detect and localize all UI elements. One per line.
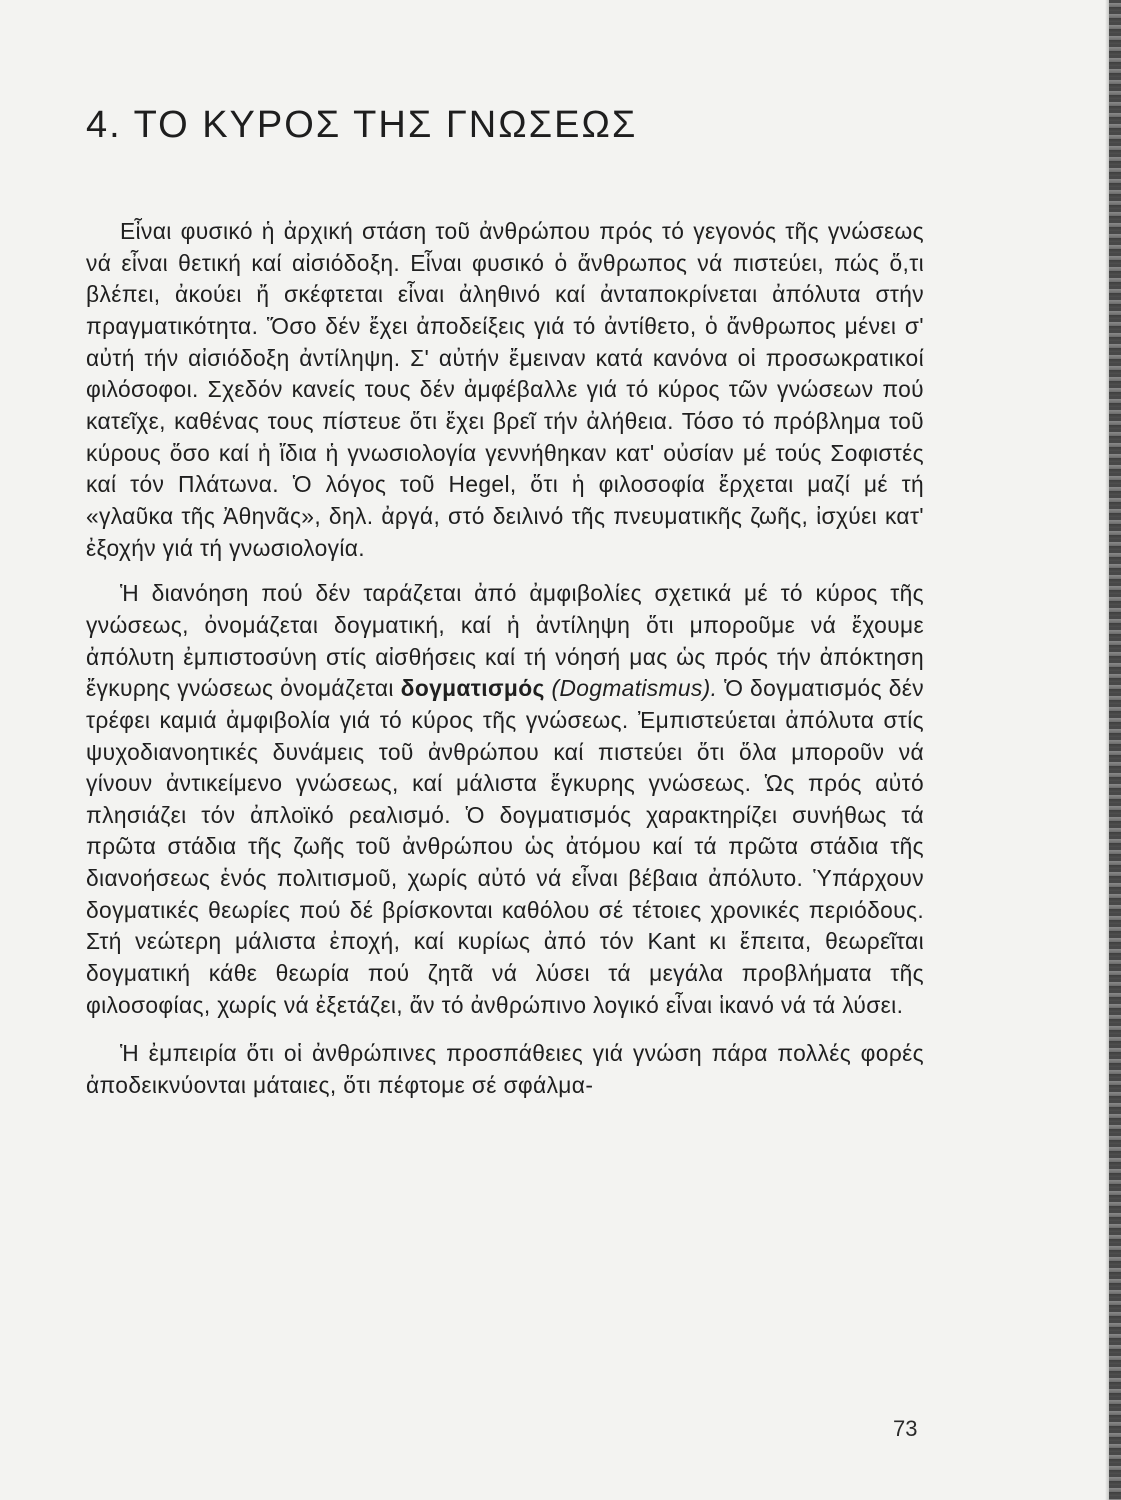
paragraph-1: Εἶναι φυσικό ἡ ἀρχική στάση τοῦ ἀνθρώπου πρός τό γεγονός τῆς γνώσεως νά εἶναι θετική καί αἰσιόδοξη. Εἶναι φυσικό ὁ ἄνθρωπος νά πιστεύει, πώς ὅ,τι βλέπει, ἀκούει ἤ σκέφτεται εἶναι ἀληθινό καί ἀνταποκρίνεται ἀπόλυτα στήν πραγματικότητα. Ὅσο δέν ἔχει ἀποδείξεις γιά τό ἀντίθετο, ὁ ἄνθρωπος μένει σ' αὐτή τήν αἰσιόδοξη ἀντίληψη. Σ' αὐτήν ἔμειναν κατά κανόνα οἱ προσωκρατικοί φιλόσοφοι. Σχεδόν κανείς τους δέν ἀμφέβαλλε γιά τό κύρος τῶν γνώσεων πού κατεῖχε, καθένας τους πίστευε ὅτι ἔχει βρεῖ τήν ἀλήθεια. Τόσο τό πρόβλημα τοῦ κύρους ὅσο καί ἡ ἴδια ἡ γνωσιολογία γεννήθηκαν κατ' οὐσίαν μέ τούς Σοφιστές καί τόν Πλάτωνα. Ὁ λόγος τοῦ Hegel, ὅτι ἡ φιλοσοφία ἔρχεται μαζί μέ τή «γλαῦκα τῆς Ἀθηνᾶς», δηλ. ἀργά, στό δειλινό τῆς πνευματικῆς ζωῆς, ἰσχύει κατ' ἐξοχήν γιά τή γνωσιολογία.	[86, 218, 924, 561]
paragraph-2-rest: Ὁ δογματισμός δέν τρέφει καμιά ἀμφιβολία γιά τό κύρος τῆς γνώσεως. Ἐμπιστεύεται ἀπόλυτα στίς ψυχοδιανοητικές δυνάμεις τοῦ ἀνθρώπου καί πιστεύει ὅτι ὅλα μποροῦν νά γίνουν ἀντικείμενο γνώσεως, καί μάλιστα ἔγκυρης γνώσεως. Ὡς πρός αὐτό πλησιάζει τόν ἀπλοϊκό ρεαλισμό. Ὁ δογματισμός χαρακτηρίζει συνήθως τά πρῶτα στάδια τῆς ζωῆς τοῦ ἀνθρώπου ὡς ἀτόμου καί τά πρῶτα στάδια τῆς διανοήσεως ἑνός πολιτισμοῦ, χωρίς αὐτό νά εἶναι βέβαια ἀπόλυτο. Ὑπάρχουν δογματικές θεωρίες πού δέ βρίσκονται καθόλου σέ τέτοιες χρονικές περιόδους. Στή νεώτερη μάλιστα ἐποχή, καί κυρίως ἀπό τόν Kant κι ἔπειτα, θεωρεῖται δογματική κάθε θεωρία πού ζητᾶ νά λύσει τά μεγάλα προβλήματα τῆς φιλοσοφίας, χωρίς νά ἐξετάζει, ἄν τό ἀνθρώπινο λογικό εἶναι ἱκανό νά τά λύσει.	[86, 675, 925, 1018]
scan-edge-artifact	[1109, 0, 1121, 1500]
section-heading: 4. ΤΟ ΚΥΡΟΣ ΤΗΣ ΓΝΩΣΕΩΣ	[86, 104, 638, 146]
page-number: 73	[893, 1416, 918, 1441]
paragraph-3: Ἡ ἐμπειρία ὅτι οἱ ἀνθρώπινες προσπάθειες γιά γνώση πάρα πολλές φορές ἀποδεικνύονται μάταιες, ὅτι πέφτομε σέ σφάλμα-	[86, 1040, 924, 1099]
term-dogmatism: δογματισμός	[400, 675, 545, 702]
paragraph-2-intro: Ἡ διανόηση πού δέν ταράζεται ἀπό ἀμφιβολίες σχετικά μέ τό κύρος τῆς γνώσεως, ὀνομάζεται δογματική, καί ἡ ἀντίληψη ὅτι μποροῦμε νά ἔχουμε ἀπόλυτη ἐμπιστοσύνη στίς αἰσθήσεις καί τή νόησή μας ὡς πρός τήν ἀπόκτηση ἔγκυρης γνώσεως ὀνομάζεται	[86, 580, 924, 702]
term-latin: (Dogmatismus).	[551, 675, 718, 702]
paragraph-2	[86, 578, 924, 1021]
body-text	[86, 216, 924, 1119]
